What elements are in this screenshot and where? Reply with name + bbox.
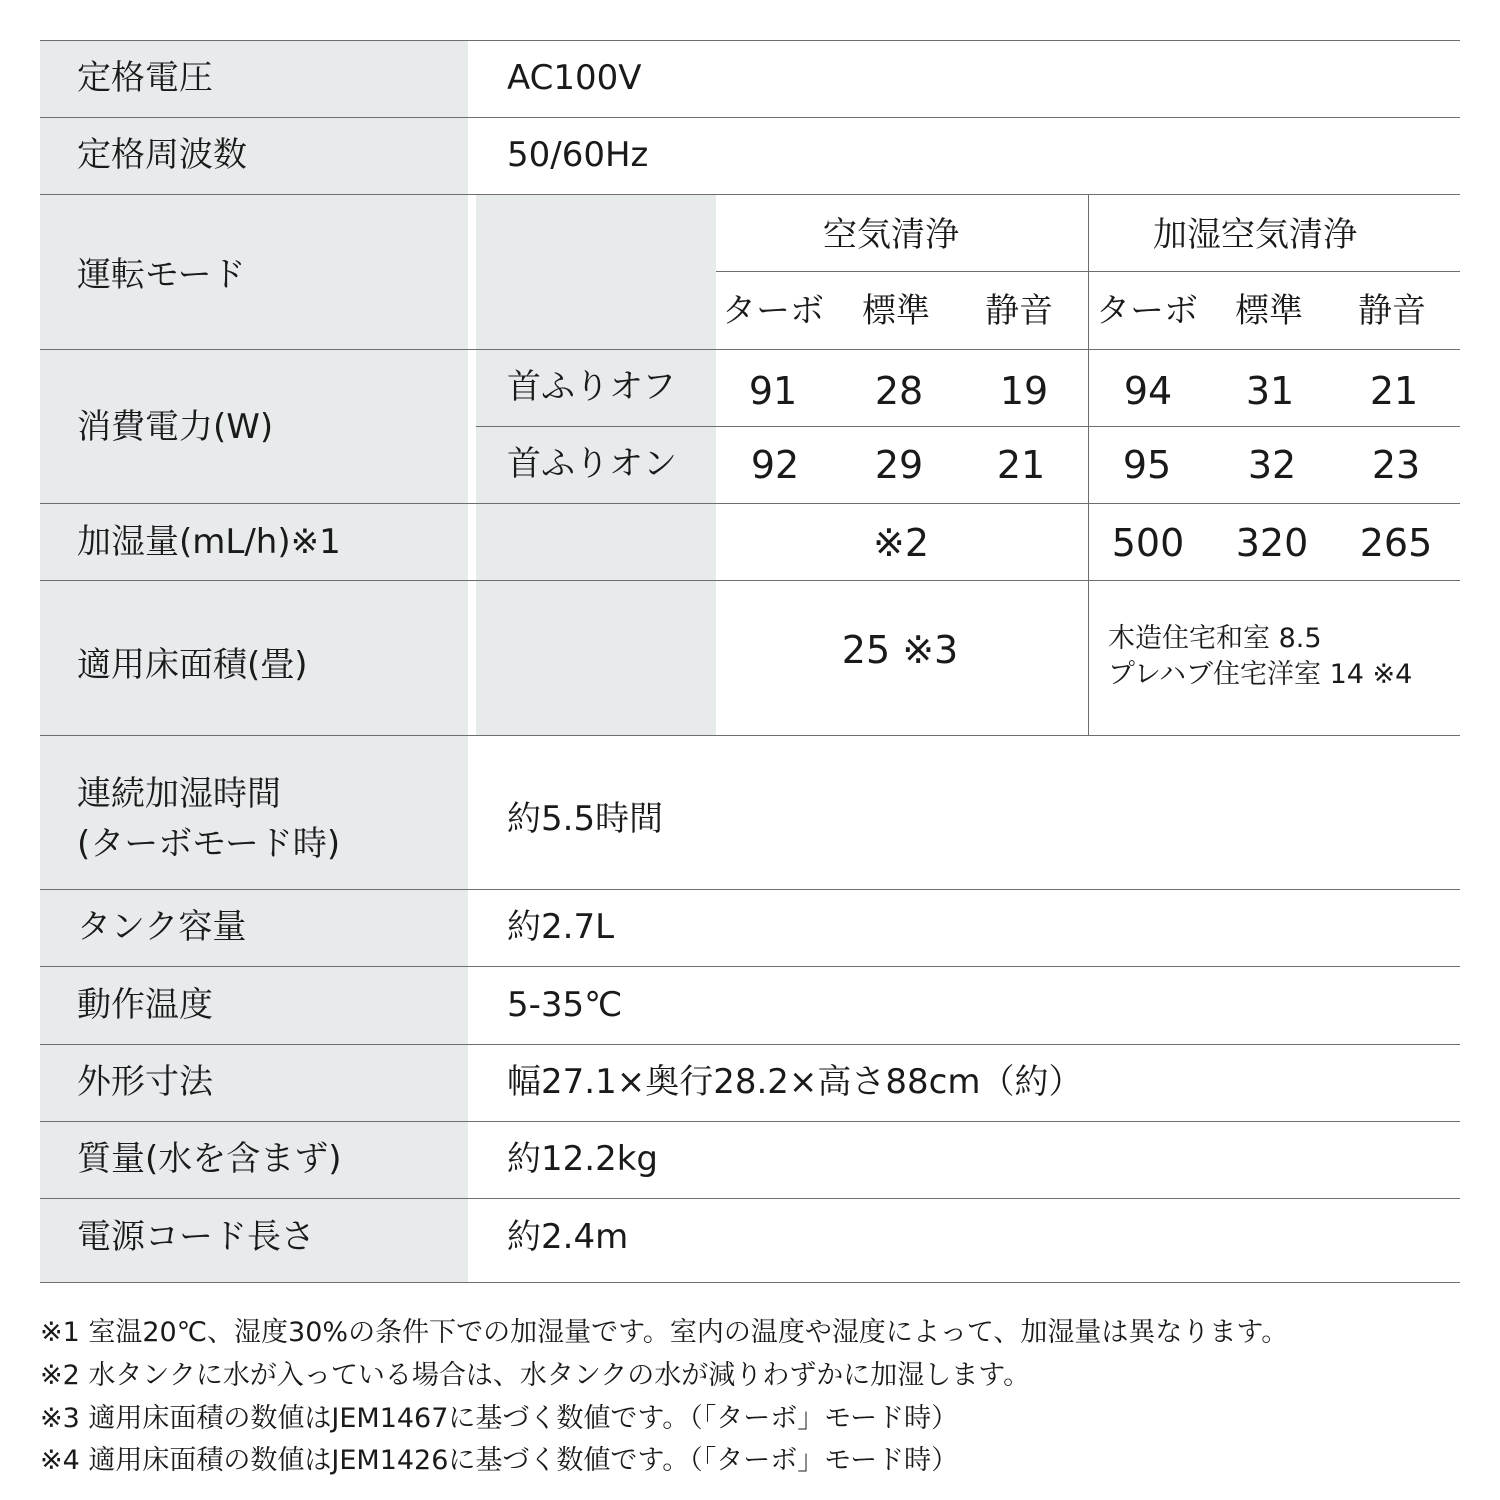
continuous-label-line1: 連続加湿時間 — [77, 774, 281, 814]
humidify-label: 加湿量(mL/h)※1 — [77, 522, 341, 562]
humid-air-clean-group-header: 加湿空気清浄 — [1153, 215, 1357, 255]
mode-header-air-turbo: ターボ — [722, 291, 824, 331]
row-divider — [40, 1198, 1460, 1199]
mode-header-humid-turbo: ターボ — [1096, 291, 1198, 331]
temperature-value: 5-35℃ — [507, 985, 623, 1025]
mode-header-air-standard: 標準 — [862, 291, 930, 331]
power-label: 消費電力(W) — [77, 407, 274, 447]
footnote-2: ※2 水タンクに水が入っている場合は、水タンクの水が減りわずかに加湿します。 — [40, 1360, 1031, 1391]
row-divider — [40, 735, 1460, 736]
frequency-label: 定格周波数 — [77, 135, 247, 175]
dimensions-label: 外形寸法 — [77, 1062, 213, 1102]
temperature-label: 動作温度 — [77, 985, 213, 1025]
voltage-label: 定格電圧 — [77, 58, 213, 98]
weight-value: 約12.2kg — [507, 1139, 658, 1179]
row-divider — [40, 1044, 1460, 1045]
row-divider — [40, 117, 1460, 118]
tank-label: タンク容量 — [77, 907, 247, 947]
cord-value: 約2.4m — [507, 1217, 629, 1257]
footnote-4: ※4 適用床面積の数値はJEM1426に基づく数値です。（「ターボ」モード時） — [40, 1445, 959, 1476]
continuous-value: 約5.5時間 — [507, 799, 664, 839]
swing-off-label: 首ふりオフ — [507, 367, 676, 407]
air-clean-group-header: 空気清浄 — [823, 215, 959, 255]
mode-header-humid-quiet: 静音 — [1358, 291, 1426, 331]
weight-label: 質量(水を含まず) — [77, 1139, 342, 1179]
tank-value: 約2.7L — [507, 907, 615, 947]
frequency-value: 50/60Hz — [507, 135, 649, 175]
area-humid-prefab: プレハブ住宅洋室 14 ※4 — [1108, 659, 1413, 690]
row-divider — [40, 40, 1460, 41]
row-divider — [40, 1121, 1460, 1122]
mode-label: 運転モード — [77, 255, 246, 295]
subrow-divider — [476, 426, 1460, 427]
row-divider — [40, 349, 1460, 350]
dimensions-value: 幅27.1×奥行28.2×高さ88cm（約） — [507, 1062, 1083, 1102]
mode-header-humid-standard: 標準 — [1235, 291, 1303, 331]
row-divider — [40, 889, 1460, 890]
mode-header-air-quiet: 静音 — [985, 291, 1053, 331]
row-divider — [40, 1282, 1460, 1283]
footnote-1: ※1 室温20℃、湿度30%の条件下での加湿量です。室内の温度や湿度によって、加湿量は異なります。 — [40, 1317, 1289, 1348]
area-humid-wooden: 木造住宅和室 8.5 — [1108, 623, 1322, 654]
area-label: 適用床面積(畳) — [77, 645, 308, 685]
row-divider — [40, 580, 1460, 581]
row-divider — [40, 503, 1460, 504]
footnote-3: ※3 適用床面積の数値はJEM1467に基づく数値です。（「ターボ」モード時） — [40, 1403, 959, 1434]
group-divider — [1088, 194, 1089, 735]
swing-on-label: 首ふりオン — [507, 444, 677, 484]
cord-label: 電源コード長さ — [77, 1217, 315, 1257]
row-divider — [40, 194, 1460, 195]
voltage-value: AC100V — [507, 58, 642, 98]
row-divider — [40, 966, 1460, 967]
continuous-label-line2: (ターボモード時) — [77, 824, 341, 864]
